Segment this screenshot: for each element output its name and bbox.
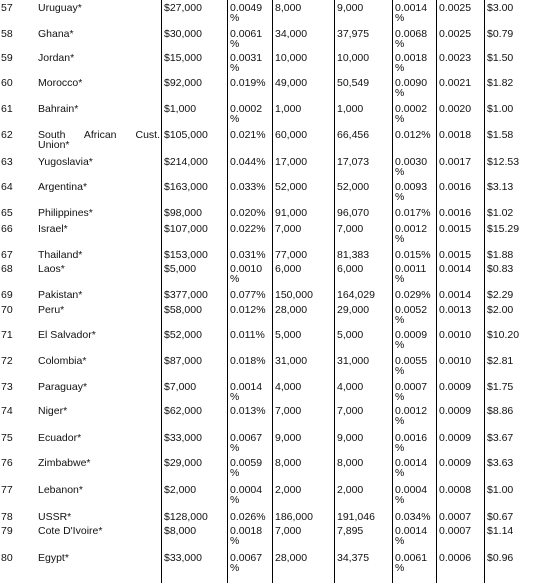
cell-count: 60,000 [275,129,308,141]
cell-count: 7,000 [275,405,302,417]
country-name: Peru* [38,304,65,316]
cell-per-unit: $1.58 [487,129,514,141]
country-name: Laos* [38,263,65,275]
row-number: 77 [1,484,13,496]
cell-amount: $107,000 [164,223,208,235]
cell-count: 28,000 [275,552,308,564]
cell-amount-share: 0.031% [230,249,266,261]
row-number: 76 [1,457,13,469]
cell-count: 4,000 [275,381,302,393]
cell-amount: $2,000 [164,484,197,496]
country-name: El Salvador* [38,329,96,341]
cell-adjusted-count: 37,975 [337,28,370,40]
cell-per-unit: $0.67 [487,511,514,523]
country-name: Israel* [38,223,68,235]
column-divider [484,0,485,583]
cell-count-share: 0.0007 % [395,381,428,403]
cell-count: 17,000 [275,156,308,168]
cell-amount: $377,000 [164,289,208,301]
cell-ratio: 0.0017 [439,156,472,168]
cell-count: 5,000 [275,329,302,341]
cell-count: 150,000 [275,289,313,301]
cell-adjusted-count: 191,046 [337,511,375,523]
cell-per-unit: $1.82 [487,77,514,89]
cell-count: 31,000 [275,355,308,367]
cell-count: 8,000 [275,457,302,469]
cell-adjusted-count: 7,000 [337,223,364,235]
cell-count-share: 0.0011 % [395,263,427,285]
cell-adjusted-count: 9,000 [337,2,364,14]
cell-adjusted-count: 6,000 [337,263,364,275]
cell-ratio: 0.0018 [439,129,472,141]
country-name: Niger* [38,405,68,417]
cell-per-unit: $1.14 [487,525,514,537]
column-divider [392,0,393,583]
cell-per-unit: $0.96 [487,552,514,564]
country-name: Argentina* [38,181,88,193]
row-number: 61 [1,103,13,115]
cell-count-share: 0.034% [395,511,431,523]
cell-amount: $105,000 [164,129,208,141]
cell-count-share: 0.0090 % [395,77,428,99]
row-number: 63 [1,156,13,168]
cell-count: 7,000 [275,525,302,537]
cell-count-share: 0.0009 % [395,329,428,351]
cell-amount: $163,000 [164,181,208,193]
cell-ratio: 0.0016 [439,181,472,193]
cell-adjusted-count: 52,000 [337,181,370,193]
cell-count-share: 0.0012 % [395,405,428,427]
country-name: Uruguay* [38,2,82,14]
cell-ratio: 0.0013 [439,304,472,316]
country-name: Thailand* [38,249,83,261]
row-number: 66 [1,223,13,235]
cell-per-unit: $0.79 [487,28,514,40]
cell-ratio: 0.0021 [439,77,472,89]
cell-amount-share: 0.0067 % [230,432,263,454]
cell-ratio: 0.0014 [439,263,472,275]
cell-per-unit: $1.02 [487,207,514,219]
cell-count-share: 0.0061 % [395,552,428,574]
row-number: 62 [1,129,13,141]
row-number: 59 [1,52,13,64]
cell-per-unit: $12.53 [487,156,520,168]
cell-amount-share: 0.019% [230,77,266,89]
cell-amount: $98,000 [164,207,202,219]
cell-amount-share: 0.022% [230,223,266,235]
cell-amount-share: 0.044% [230,156,266,168]
cell-amount: $1,000 [164,103,197,115]
cell-adjusted-count: 5,000 [337,329,364,341]
cell-amount: $27,000 [164,2,202,14]
cell-count-share: 0.0052 % [395,304,428,326]
cell-adjusted-count: 9,000 [337,432,364,444]
cell-amount-share: 0.0067 % [230,552,263,574]
row-number: 60 [1,77,13,89]
cell-count-share: 0.0012 % [395,223,428,245]
cell-count: 6,000 [275,263,302,275]
cell-per-unit: $1.75 [487,381,514,393]
cell-ratio: 0.0009 [439,405,472,417]
cell-ratio: 0.0014 [439,289,472,301]
cell-ratio: 0.0015 [439,249,472,261]
cell-ratio: 0.0007 [439,511,472,523]
cell-amount: $7,000 [164,381,197,393]
row-number: 78 [1,511,13,523]
cell-adjusted-count: 66,456 [337,129,370,141]
column-divider [334,0,335,583]
country-name: Ecuador* [38,432,82,444]
cell-per-unit: $1.00 [487,484,514,496]
country-name: Paraguay* [38,381,88,393]
cell-adjusted-count: 1,000 [337,103,364,115]
cell-count-share: 0.0014 % [395,457,428,479]
cell-per-unit: $0.83 [487,263,514,275]
cell-count-share: 0.0018 % [395,52,428,74]
cell-amount: $58,000 [164,304,202,316]
column-divider [161,0,162,583]
cell-amount-share: 0.0061 % [230,28,263,50]
cell-count: 49,000 [275,77,308,89]
cell-per-unit: $2.81 [487,355,514,367]
cell-count-share: 0.0016 % [395,432,428,454]
cell-ratio: 0.0020 [439,103,472,115]
cell-amount-share: 0.021% [230,129,266,141]
cell-per-unit: $15.29 [487,223,520,235]
cell-per-unit: $1.00 [487,103,514,115]
cell-adjusted-count: 81,383 [337,249,370,261]
cell-amount-share: 0.012% [230,304,266,316]
cell-adjusted-count: 7,895 [337,525,364,537]
cell-ratio: 0.0009 [439,381,472,393]
row-number: 73 [1,381,13,393]
row-number: 75 [1,432,13,444]
cell-adjusted-count: 96,070 [337,207,370,219]
country-name: Morocco* [38,77,83,89]
cell-amount: $52,000 [164,329,202,341]
cell-count: 52,000 [275,181,308,193]
cell-count: 9,000 [275,432,302,444]
cell-ratio: 0.0015 [439,223,472,235]
cell-adjusted-count: 8,000 [337,457,364,469]
cell-amount: $29,000 [164,457,202,469]
cell-amount-share: 0.0059 % [230,457,263,479]
cell-amount: $153,000 [164,249,208,261]
cell-ratio: 0.0007 [439,525,472,537]
row-number: 65 [1,207,13,219]
cell-adjusted-count: 31,000 [337,355,370,367]
row-number: 70 [1,304,13,316]
cell-amount: $214,000 [164,156,208,168]
cell-count: 91,000 [275,207,308,219]
row-number: 58 [1,28,13,40]
cell-amount: $33,000 [164,552,202,564]
cell-count-share: 0.0004 % [395,484,428,506]
country-name: USSR* [38,511,72,523]
cell-per-unit: $3.63 [487,457,514,469]
cell-count-share: 0.0093 % [395,181,428,203]
country-name: Cote D'Ivoire* [38,525,103,537]
country-name: Pakistan* [38,289,83,301]
cell-amount: $15,000 [164,52,202,64]
column-divider [272,0,273,583]
cell-count: 7,000 [275,223,302,235]
row-number: 64 [1,181,13,193]
cell-amount-share: 0.011% [230,329,265,341]
cell-ratio: 0.0006 [439,552,472,564]
cell-ratio: 0.0008 [439,484,472,496]
cell-adjusted-count: 50,549 [337,77,370,89]
cell-adjusted-count: 10,000 [337,52,370,64]
cell-amount: $87,000 [164,355,202,367]
cell-count-share: 0.0014 % [395,525,428,547]
cell-count: 8,000 [275,2,302,14]
country-name: Philippines* [38,207,93,219]
cell-ratio: 0.0009 [439,432,472,444]
cell-per-unit: $3.00 [487,2,514,14]
cell-adjusted-count: 7,000 [337,405,364,417]
cell-ratio: 0.0025 [439,2,472,14]
cell-amount-share: 0.0004 % [230,484,263,506]
cell-adjusted-count: 34,375 [337,552,370,564]
cell-amount: $8,000 [164,525,197,537]
cell-ratio: 0.0016 [439,207,472,219]
row-number: 71 [1,329,13,341]
cell-amount-share: 0.026% [230,511,266,523]
cell-per-unit: $2.00 [487,304,514,316]
cell-count: 186,000 [275,511,313,523]
row-number: 79 [1,525,13,537]
cell-amount: $92,000 [164,77,202,89]
cell-amount-share: 0.020% [230,207,266,219]
cell-ratio: 0.0023 [439,52,472,64]
cell-count-share: 0.012% [395,129,431,141]
cell-amount-share: 0.033% [230,181,266,193]
country-name: Lebanon* [38,484,83,496]
cell-per-unit: $3.13 [487,181,514,193]
row-number: 74 [1,405,13,417]
cell-amount-share: 0.013% [230,405,266,417]
cell-count: 28,000 [275,304,308,316]
cell-amount: $5,000 [164,263,197,275]
cell-per-unit: $1.88 [487,249,514,261]
column-divider [227,0,228,583]
country-name: South African Cust. Union* [38,129,160,151]
cell-count-share: 0.029% [395,289,431,301]
cell-count-share: 0.0014 % [395,2,428,24]
cell-adjusted-count: 17,073 [337,156,370,168]
cell-per-unit: $1.50 [487,52,514,64]
cell-adjusted-count: 2,000 [337,484,364,496]
cell-count: 10,000 [275,52,308,64]
cell-amount-share: 0.077% [230,289,266,301]
country-name: Zimbabwe* [38,457,91,469]
country-name: Jordan* [38,52,75,64]
country-name: Ghana* [38,28,74,40]
cell-count: 77,000 [275,249,308,261]
row-number: 80 [1,552,13,564]
cell-adjusted-count: 164,029 [337,289,375,301]
cell-count: 1,000 [275,103,302,115]
cell-count-share: 0.0068 % [395,28,428,50]
country-name: Yugoslavia* [38,156,93,168]
row-number: 72 [1,355,13,367]
country-name: Bahrain* [38,103,79,115]
cell-per-unit: $2.29 [487,289,514,301]
cell-count-share: 0.015% [395,249,431,261]
cell-per-unit: $10.20 [487,329,520,341]
country-name: Colombia* [38,355,87,367]
cell-per-unit: $8.86 [487,405,514,417]
cell-count-share: 0.017% [395,207,431,219]
row-number: 68 [1,263,13,275]
cell-ratio: 0.0009 [439,457,472,469]
cell-amount-share: 0.0018 % [230,525,263,547]
cell-adjusted-count: 4,000 [337,381,364,393]
cell-ratio: 0.0010 [439,355,472,367]
cell-ratio: 0.0010 [439,329,472,341]
cell-amount-share: 0.0010 % [230,263,263,285]
cell-amount-share: 0.0014 % [230,381,263,403]
cell-amount-share: 0.018% [230,355,266,367]
row-number: 57 [1,2,13,14]
cell-count-share: 0.0055 % [395,355,428,377]
cell-amount: $33,000 [164,432,202,444]
cell-count: 34,000 [275,28,308,40]
row-number: 67 [1,249,13,261]
cell-count-share: 0.0030 % [395,156,428,178]
column-divider [436,0,437,583]
cell-amount-share: 0.0031 % [230,52,263,74]
cell-amount-share: 0.0049 % [230,2,263,24]
cell-count: 2,000 [275,484,302,496]
row-number: 69 [1,289,13,301]
cell-amount: $30,000 [164,28,202,40]
cell-ratio: 0.0025 [439,28,472,40]
cell-amount: $62,000 [164,405,202,417]
country-name: Egypt* [38,552,69,564]
cell-adjusted-count: 29,000 [337,304,370,316]
cell-amount-share: 0.0002 % [230,103,263,125]
cell-count-share: 0.0002 % [395,103,428,125]
cell-per-unit: $3.67 [487,432,514,444]
cell-amount: $128,000 [164,511,208,523]
